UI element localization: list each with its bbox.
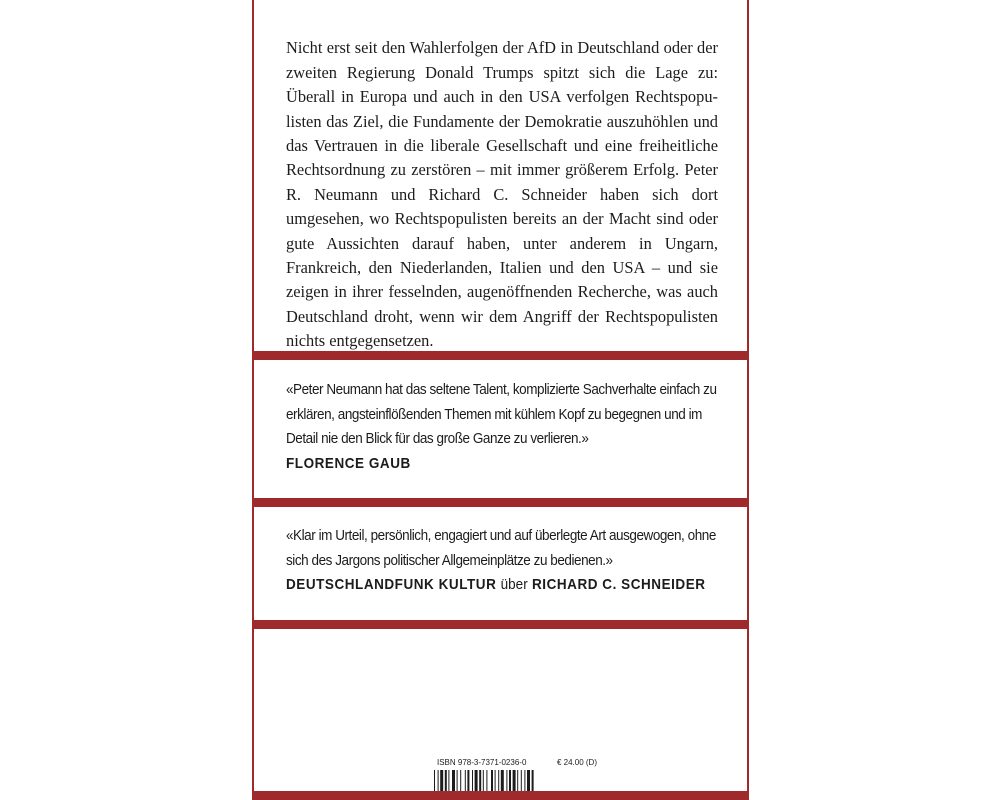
divider-bar-3 xyxy=(254,620,747,629)
quote-subject: RICHARD C. SCHNEIDER xyxy=(531,576,706,593)
blurb-text: Nicht erst seit den Wahlerfolgen der AfD in Deutschland oder der zweiten Regierung Donald Trumps spitzt sich die Lage zu: Überall in Europa und auch in den USA verfolgen Rechtspopulisten das Ziel, die Fundamente der Demokratie auszuhöhlen und das Vertrauen in die liberale Gesellschaft und eine freiheitliche Rechtsordnung zu zerstören – mit immer größerem Erfolg. Peter R. Neumann und Richard C. Schneider haben sich dort umgesehen, wo Rechtspopulisten bereits an der Macht sind oder gute Aussichten darauf haben, unter anderem in Ungarn, Frankreich, den Niederlanden, Italien und den USA – und sie zeigen in ihrer fesselnden, augenöffnenden Recherche, was auch Deutschland droht, wenn wir dem Angriff der Rechtspopulisten nichts entgegensetzen. xyxy=(286,38,718,351)
quote-source: DEUTSCHLANDFUNK KULTUR xyxy=(286,576,497,593)
quote-source-line xyxy=(286,573,720,598)
price: € 24.00 (D) xyxy=(556,758,597,767)
book-back-cover xyxy=(252,0,749,800)
divider-bar-1 xyxy=(254,351,747,360)
quote-connector: über xyxy=(500,576,528,593)
isbn-line xyxy=(437,758,597,767)
quote-florence-gaub xyxy=(286,378,720,476)
bottom-bar xyxy=(254,791,747,800)
quote-deutschlandfunk xyxy=(286,524,720,598)
quote-text: «Klar im Urteil, persönlich, engagiert und auf überlegte Art ausgewogen, ohne sich des Jargons politischer Allgemeinplätze zu bedienen.» xyxy=(286,527,716,569)
divider-bar-2 xyxy=(254,498,747,507)
quote-text: «Peter Neumann hat das seltene Talent, komplizierte Sachverhalte einfach zu erklären, angsteinflößenden Themen mit kühlem Kopf zu begegnen und im Detail nie den Blick für das große Ganze zu verlieren.» xyxy=(286,381,717,447)
quote-source: FLORENCE GAUB xyxy=(286,454,411,472)
isbn-number: ISBN 978-3-7371-0236-0 xyxy=(437,758,527,767)
